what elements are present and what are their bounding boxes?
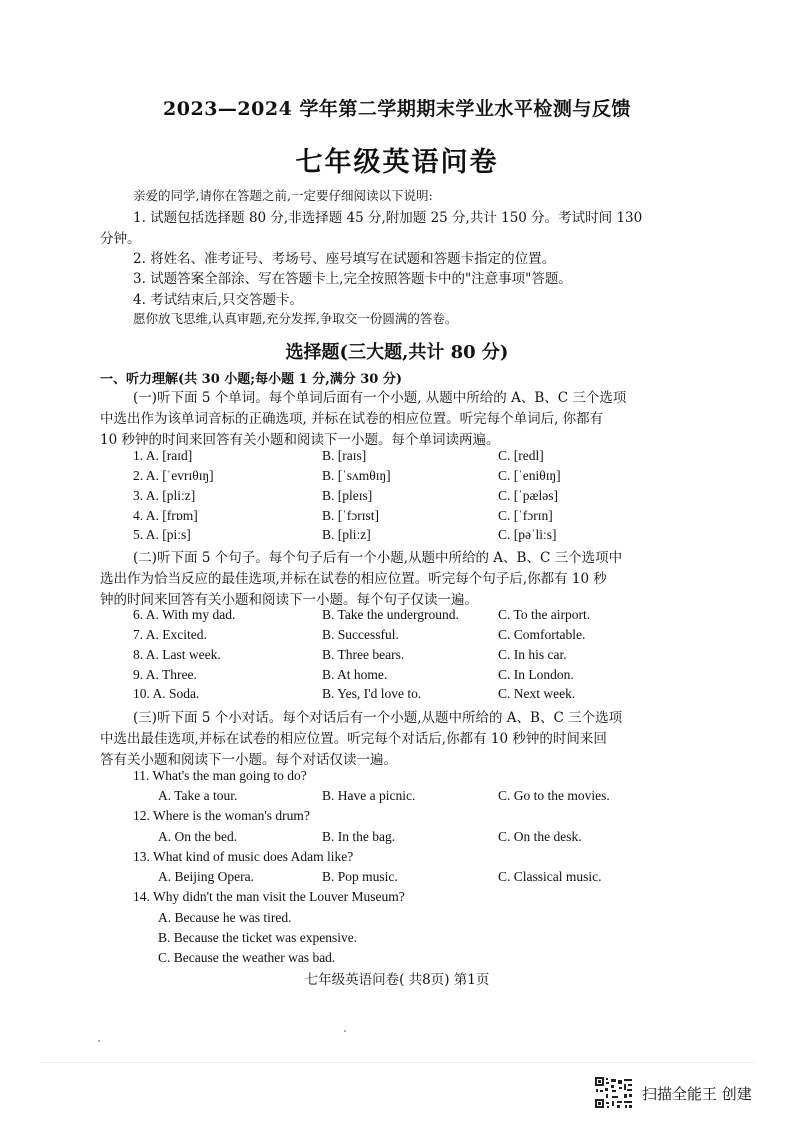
- instructions-greeting: 亲爱的同学,请你在答题之前,一定要仔细阅读以下说明:: [133, 188, 433, 203]
- q13-option-a: A. Beijing Opera.: [158, 869, 254, 884]
- q1-option-c: C. [redl]: [498, 448, 544, 463]
- q2-option-c: C. [ˈeniθɪŋ]: [498, 468, 561, 483]
- page-footer: 七年级英语问卷( 共8页) 第1页: [304, 972, 490, 988]
- q9-option-b: B. At home.: [322, 667, 388, 682]
- sub1-line1: (一)听下面 5 个单词。每个单词后面有一个小题, 从题中所给的 A、B、C 三个选项: [133, 390, 627, 406]
- q7-option-a: 7. A. Excited.: [133, 627, 207, 642]
- q7-option-c: C. Comfortable.: [498, 627, 586, 642]
- q13-stem: 13. What kind of music does Adam like?: [133, 849, 354, 864]
- exam-subtitle: 七年级英语问卷: [295, 147, 499, 178]
- sub3-line3: 答有关小题和阅读下一小题。每个对话仅读一遍。: [100, 752, 397, 768]
- sub2-line3: 钟的时间来回答有关小题和阅读下一小题。每个句子仅读一遍。: [100, 592, 478, 608]
- q4-option-c: C. [ˈfɔrɪn]: [498, 508, 553, 523]
- q10-option-a: 10. A. Soda.: [133, 686, 200, 701]
- instruction-3: 3. 试题答案全部涂、写在答题卡上,完全按照答题卡中的"注意事项"答题。: [133, 271, 572, 287]
- q14-stem: 14. Why didn't the man visit the Louver Museum?: [133, 889, 405, 904]
- sub3-line1: (三)听下面 5 个小对话。每个对话后有一个小题,从题中所给的 A、B、C 三个选项: [133, 710, 623, 726]
- q11-option-a: A. Take a tour.: [158, 788, 238, 803]
- camscanner-watermark: [594, 1076, 752, 1110]
- instructions-wish: 愿你放飞思维,认真审题,充分发挥,争取交一份圆满的答卷。: [133, 311, 458, 326]
- q5-option-b: B. [pliːz]: [322, 527, 371, 542]
- section-title: 选择题(三大题,共计 80 分): [285, 342, 509, 363]
- q5-option-a: 5. A. [piːs]: [133, 527, 191, 542]
- q3-option-c: C. [ˈpæləs]: [498, 488, 558, 503]
- sub2-line1: (二)听下面 5 个句子。每个句子后有一个小题,从题中所给的 A、B、C 三个选项中: [133, 550, 623, 566]
- q14-option-c: C. Because the weather was bad.: [158, 950, 336, 965]
- qr-code-icon: [594, 1076, 634, 1110]
- q7-option-b: B. Successful.: [322, 627, 399, 642]
- instruction-1a: 1. 试题包括选择题 80 分,非选择题 45 分,附加题 25 分,共计 150 分。考试时间 130: [133, 210, 643, 226]
- sub3-line2: 中选出最佳选项,并标在试卷的相应位置。听完每个对话后,你都有 10 秒钟的时间来回: [100, 731, 607, 747]
- scan-speck: [344, 1030, 346, 1032]
- q6-option-b: B. Take the underground.: [322, 607, 459, 622]
- q11-option-b: B. Have a picnic.: [322, 788, 416, 803]
- watermark-text: 扫描全能王 创建: [642, 1084, 752, 1103]
- q12-option-a: A. On the bed.: [158, 829, 238, 844]
- q6-option-c: C. To the airport.: [498, 607, 591, 622]
- q13-option-c: C. Classical music.: [498, 869, 602, 884]
- q2-option-a: 2. A. [ˈevrɪθɪŋ]: [133, 468, 214, 483]
- q9-option-c: C. In London.: [498, 667, 574, 682]
- instruction-2: 2. 将姓名、准考证号、考场号、座号填写在试题和答题卡指定的位置。: [133, 251, 556, 267]
- q14-option-a: A. Because he was tired.: [158, 910, 292, 925]
- scan-divider: [40, 1062, 754, 1063]
- instruction-1b: 分钟。: [100, 231, 141, 247]
- q11-stem: 11. What's the man going to do?: [133, 768, 307, 783]
- q8-option-c: C. In his car.: [498, 647, 567, 662]
- instruction-4: 4. 考试结束后,只交答题卡。: [133, 292, 303, 308]
- q11-option-c: C. Go to the movies.: [498, 788, 610, 803]
- q1-option-a: 1. A. [raɪd]: [133, 448, 193, 463]
- q9-option-a: 9. A. Three.: [133, 667, 197, 682]
- sub2-line2: 选出作为恰当反应的最佳选项,并标在试卷的相应位置。听完每个句子后,你都有 10 秒: [100, 571, 607, 587]
- exam-title: 2023—2024 学年第二学期期末学业水平检测与反馈: [163, 98, 631, 120]
- q4-option-b: B. [ˈfɔrɪst]: [322, 508, 379, 523]
- q10-option-c: C. Next week.: [498, 686, 576, 701]
- q8-option-b: B. Three bears.: [322, 647, 405, 662]
- q1-option-b: B. [raɪs]: [322, 448, 367, 463]
- part1-title: 一、听力理解(共 30 小题;每小题 1 分,满分 30 分): [100, 372, 403, 387]
- q2-option-b: B. [ˈsʌmθɪŋ]: [322, 468, 391, 483]
- q12-option-c: C. On the desk.: [498, 829, 582, 844]
- q3-option-b: B. [pleɪs]: [322, 488, 373, 503]
- scan-speck: [98, 1040, 100, 1042]
- q13-option-b: B. Pop music.: [322, 869, 398, 884]
- q8-option-a: 8. A. Last week.: [133, 647, 221, 662]
- q10-option-b: B. Yes, I'd love to.: [322, 686, 422, 701]
- q12-option-b: B. In the bag.: [322, 829, 396, 844]
- q14-option-b: B. Because the ticket was expensive.: [158, 930, 358, 945]
- q5-option-c: C. [pəˈliːs]: [498, 527, 557, 542]
- sub1-line3: 10 秒钟的时间来回答有关小题和阅读下一小题。每个单词读两遍。: [100, 432, 500, 448]
- q6-option-a: 6. A. With my dad.: [133, 607, 236, 622]
- sub1-line2: 中选出作为该单词音标的正确选项, 并标在试卷的相应位置。听完每个单词后, 你都有: [100, 411, 604, 427]
- q12-stem: 12. Where is the woman's drum?: [133, 808, 310, 823]
- q3-option-a: 3. A. [pliːz]: [133, 488, 196, 503]
- q4-option-a: 4. A. [frɒm]: [133, 508, 198, 523]
